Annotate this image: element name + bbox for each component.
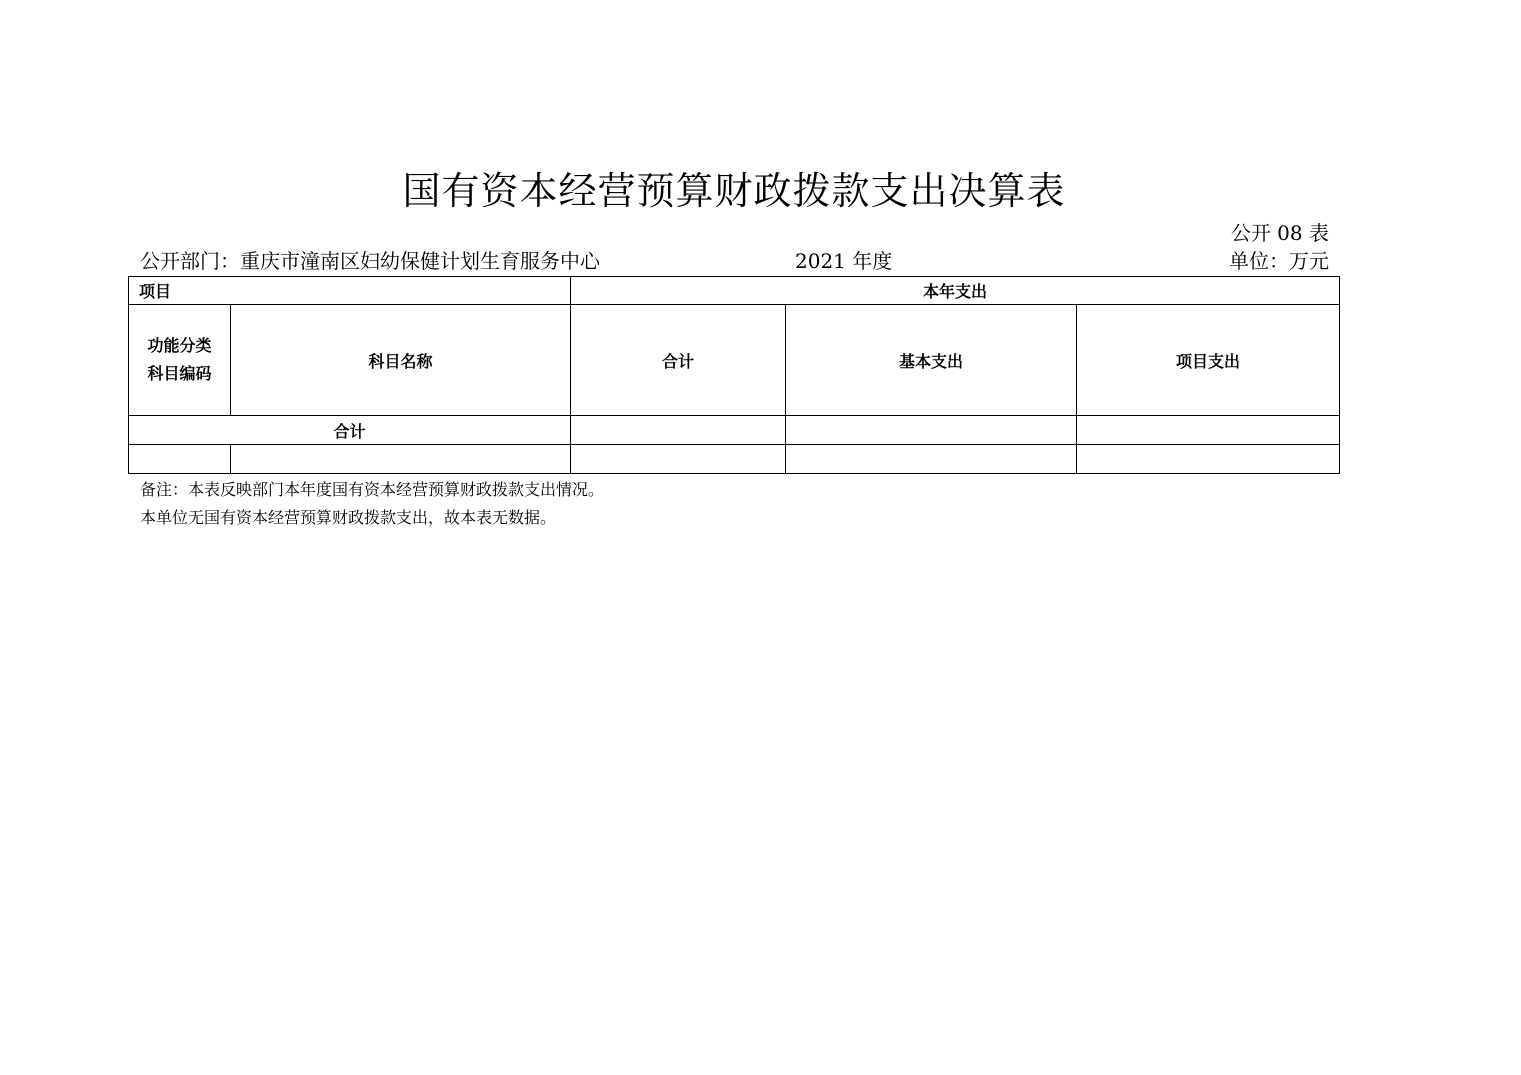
- header-project-expenditure: 项目支出: [1077, 305, 1340, 416]
- expenditure-table: [128, 276, 1340, 474]
- row-basic: [786, 445, 1077, 474]
- total-row-label: 合计: [129, 416, 571, 445]
- total-row-basic: [786, 416, 1077, 445]
- header-project: 项目: [129, 277, 571, 305]
- row-total: [571, 445, 786, 474]
- header-basic-expenditure: 基本支出: [786, 305, 1077, 416]
- header-total: 合计: [571, 305, 786, 416]
- total-row-project: [1077, 416, 1340, 445]
- total-row: [129, 416, 1340, 445]
- form-number: 公开 08 表: [1230, 221, 1329, 245]
- fiscal-year: 2021 年度: [795, 249, 893, 273]
- total-row-total: [571, 416, 786, 445]
- header-function-code-line2: 科目编码: [147, 364, 212, 383]
- no-data-note: 本单位无国有资本经营预算财政拨款支出，故本表无数据。: [140, 508, 557, 527]
- row-code: [129, 445, 231, 474]
- table-row: [129, 445, 1340, 474]
- header-row-2: [129, 305, 1340, 416]
- row-project: [1077, 445, 1340, 474]
- unit-label: 单位：万元: [1229, 249, 1329, 273]
- page-title: 国有资本经营预算财政拨款支出决算表: [402, 169, 1066, 213]
- row-name: [231, 445, 571, 474]
- header-subject-name: 科目名称: [231, 305, 571, 416]
- header-function-code-line1: 功能分类: [147, 336, 212, 355]
- header-current-year: 本年支出: [571, 277, 1340, 305]
- remark-note: 备注：本表反映部门本年度国有资本经营预算财政拨款支出情况。: [140, 480, 605, 499]
- header-row-1: [129, 277, 1340, 305]
- department-label: 公开部门：重庆市潼南区妇幼保健计划生育服务中心: [140, 249, 600, 273]
- header-function-code: [129, 305, 231, 416]
